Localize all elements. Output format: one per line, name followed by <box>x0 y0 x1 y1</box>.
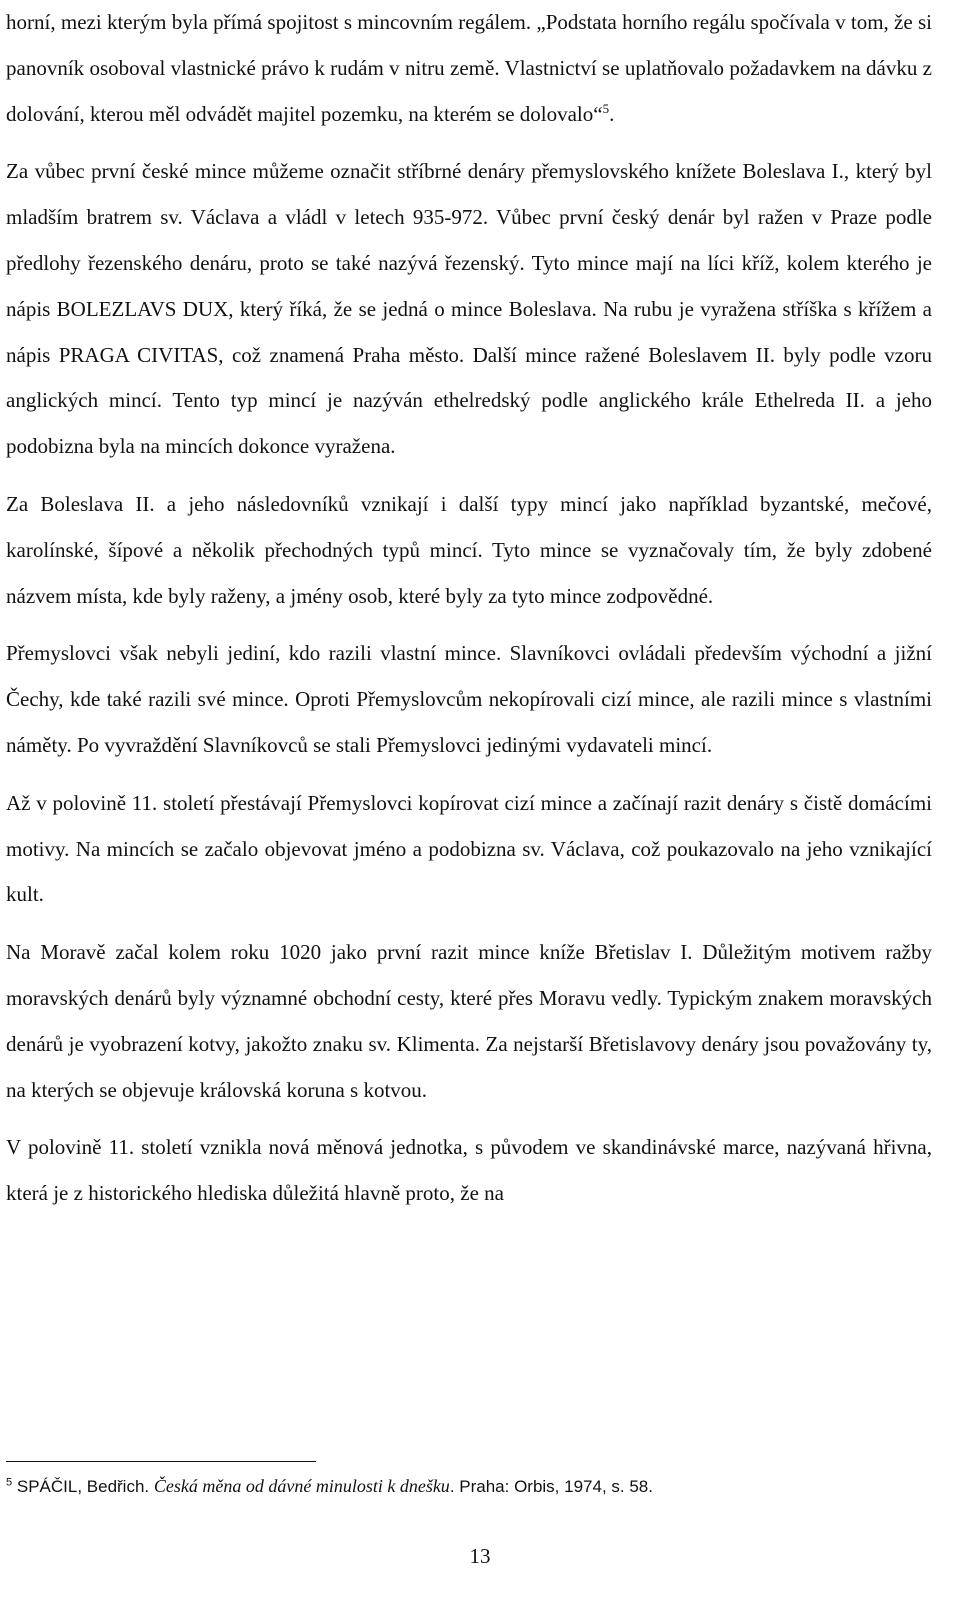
paragraph-1-end: . <box>609 101 615 126</box>
page-number: 13 <box>469 1544 491 1568</box>
paragraph-5: Až v polovině 11. století přestávají Přemyslovci kopírovat cizí mince a začínají razit denáry s čistě domácími motivy. Na mincích se začalo objevovat jméno a podobizna sv. Václava, což poukazovalo na jeho vznikající kult. <box>6 790 932 907</box>
paragraph-2: Za vůbec první české mince můžeme označit stříbrné denáry přemyslovského knížete Boleslava I., který byl mladším bratrem sv. Václava a vládl v letech 935-972. Vůbec první český denár byl ražen v Praze podle předlohy řezenského denáru, proto se také nazývá řezenský. Tyto mince mají na líci kříž, kolem kterého je nápis BOLEZLAVS DUX, který říká, že se jedná o mince Boleslava. Na rubu je vyražena stříška s křížem a nápis PRAGA CIVITAS, což znamená Praha město. Další mince ražené Boleslavem II. byly podle vzoru anglických mincí. Tento typ mincí je nazýván ethelredský podle anglického krále Ethelreda II. a jeho podobizna byla na mincích dokonce vyražena. <box>6 159 932 459</box>
footnote-author: SPÁČIL, Bedřich. <box>16 1477 150 1496</box>
body-text <box>6 0 932 1217</box>
footnote-number: 5 <box>6 1476 13 1489</box>
paragraph-6: Na Moravě začal kolem roku 1020 jako první razit mince kníže Břetislav I. Důležitým motivem ražby moravských denárů byly významné obchodní cesty, které přes Moravu vedly. Typickým znakem moravských denárů je vyobrazení kotvy, jakožto znaku sv. Klimenta. Za nejstarší Břetislavovy denáry jsou považovány ty, na kterých se objevuje královská koruna s kotvou. <box>6 940 932 1102</box>
paragraph-1 <box>6 0 932 137</box>
footnote-title: Česká měna od dávné minulosti k dnešku <box>153 1476 450 1496</box>
footnote-publication: . Praha: Orbis, 1974, s. 58. <box>449 1477 653 1496</box>
paragraph-1-text: horní, mezi kterým byla přímá spojitost s mincovním regálem. „Podstata horního regálu spočívala v tom, že si panovník osoboval vlastnické právo k rudám v nitru země. Vlastnictví se uplatňovalo požadavkem na dávku z dolování, kterou měl odvádět majitel pozemku, na kterém se dolovalo“ <box>6 10 932 126</box>
footnote <box>6 1474 932 1499</box>
paragraph-3: Za Boleslava II. a jeho následovníků vznikají i další typy mincí jako například byzantské, mečové, karolínské, šípové a několik přechodných typů mincí. Tyto mince se vyznačovaly tím, že byly zdobené názvem místa, kde byly raženy, a jmény osob, které byly za tyto mince zodpovědné. <box>6 491 932 608</box>
footnote-separator <box>6 1461 316 1462</box>
footnote-reference[interactable]: 5 <box>602 100 610 116</box>
paragraph-7: V polovině 11. století vznikla nová měnová jednotka, s původem ve skandinávské marce, nazývaná hřivna, která je z historického hlediska důležitá hlavně proto, že na <box>6 1135 932 1206</box>
paragraph-4: Přemyslovci však nebyli jediní, kdo razili vlastní mince. Slavníkovci ovládali především východní a jižní Čechy, kde také razili své mince. Oproti Přemyslovcům nekopírovali cizí mince, ale razili mince s vlastními náměty. Po vyvraždění Slavníkovců se stali Přemyslovci jedinými vydavateli mincí. <box>6 641 932 757</box>
